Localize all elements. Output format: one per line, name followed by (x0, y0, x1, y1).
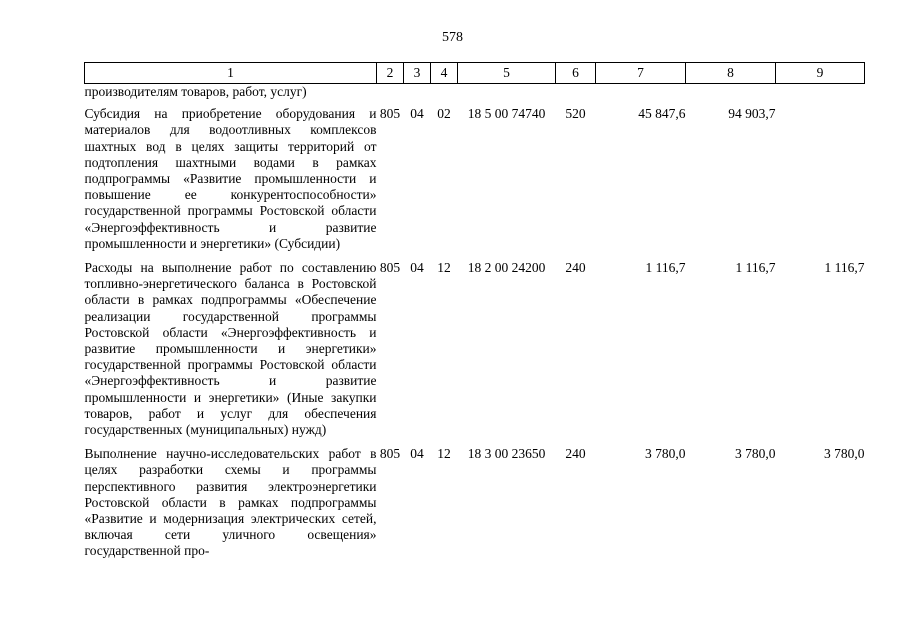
cell-expense-type: 520 (565, 106, 586, 122)
continuation-row (85, 84, 865, 107)
column-header-3: 3 (404, 63, 431, 84)
column-header-6: 6 (556, 63, 596, 84)
column-number-header-row (85, 63, 865, 84)
column-header-2: 2 (377, 63, 404, 84)
cell-amount-col9: 3 780,0 (824, 446, 865, 462)
column-header-8: 8 (686, 63, 776, 84)
cell-target-article: 18 5 00 74740 (467, 106, 546, 122)
budget-table (84, 62, 865, 568)
cell-amount-col8: 94 903,7 (728, 106, 776, 122)
cell-expense-type: 240 (565, 446, 586, 462)
cell-section: 04 (410, 106, 424, 122)
column-header-4: 4 (431, 63, 458, 84)
cell-amount-col7: 1 116,7 (645, 260, 686, 276)
cell-section: 04 (410, 446, 424, 462)
cell-amount-col9 (776, 106, 865, 260)
cell-amount-col7: 3 780,0 (645, 446, 686, 462)
cell-ministry-code: 805 (379, 446, 401, 462)
cell-amount-col8: 3 780,0 (735, 446, 776, 462)
cell-amount-col8: 1 116,7 (735, 260, 776, 276)
cell-subsection: 12 (437, 260, 451, 276)
cell-ministry-code: 805 (379, 260, 401, 276)
cell-target-article: 18 2 00 24200 (467, 260, 546, 276)
table-row (85, 446, 865, 567)
cell-subsection: 12 (437, 446, 451, 462)
table-row (85, 106, 865, 260)
table-row (85, 260, 865, 446)
row-description: Выполнение научно-исследовательских работ в целях разработки схемы и программы перспективного развития электроэнергетики Ростовской области в рамках подпрограммы «Развитие и модернизация электрических сетей, включая сети уличного освещения» государственной про- (84, 446, 377, 559)
column-header-1: 1 (85, 63, 377, 84)
cell-amount-col7: 45 847,6 (638, 106, 686, 122)
row-description: Субсидия на приобретение оборудования и материалов для водоотливных комплексов шахтных вод в целях защиты территорий от подтопления шахтными водами в рамках подпрограммы «Развитие промышленности и повышение ее конкурентоспособности» государственной программы Ростовской области «Энергоэффективность и развитие промышленности и энергетики» (Субсидии) (84, 106, 377, 251)
continuation-text: производителям товаров, работ, услуг) (84, 84, 307, 99)
cell-ministry-code: 805 (379, 106, 401, 122)
cell-amount-col9: 1 116,7 (824, 260, 865, 276)
cell-expense-type: 240 (565, 260, 586, 276)
page-number: 578 (442, 30, 463, 45)
column-header-5: 5 (458, 63, 556, 84)
column-header-9: 9 (776, 63, 865, 84)
cell-target-article: 18 3 00 23650 (467, 446, 546, 462)
cell-subsection: 02 (437, 106, 451, 122)
cell-section: 04 (410, 260, 424, 276)
row-description: Расходы на выполнение работ по составлению топливно-энергетического баланса в Ростовской области в рамках подпрограммы «Обеспечение реализации государственной программы Ростовской области «Энергоэффективность и развитие промышленности и энергетики» государственной программы Ростовской области «Энергоэффективность и развитие промышленности и энергетики» (Иные закупки товаров, работ и услуг для обеспечения государственных (муниципальных) нужд) (84, 260, 377, 438)
column-header-7: 7 (596, 63, 686, 84)
